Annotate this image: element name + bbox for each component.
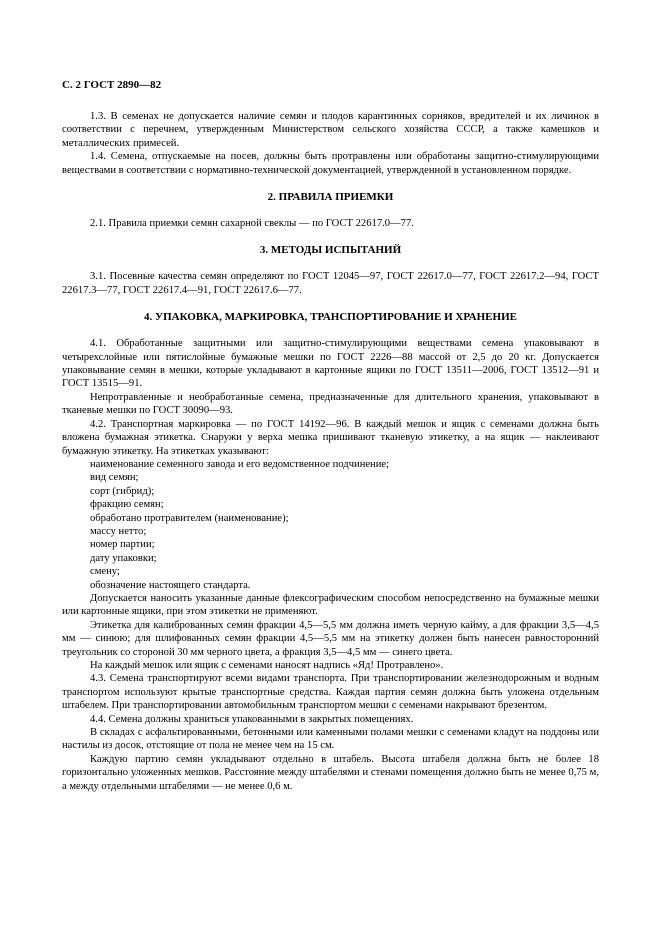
paragraph-4-2-flexo: Допускается наносить указанные данные флексографическим способом непосредственно на бумажные мешки или картонные ящики, при этом этикетки не применяют. (62, 592, 599, 618)
document-body (62, 110, 599, 793)
paragraph-4-2: 4.2. Транспортная маркировка — по ГОСТ 14192—96. В каждый мешок и ящик с семенами должна быть вложена бумажная этикетка. Снаружи у верха мешка пришивают тканевую этикетку, а на ящик — наклеивают бумажную этикетку. На этикетках указывают: (62, 418, 599, 457)
paragraph-4-4-floors: В складах с асфальтированными, бетонными или каменными полами мешки с семенами кладут на поддоны или настилы из досок, отстоящие от пола не менее чем на 15 см. (62, 727, 599, 752)
label-list-item: фракцию семян; (90, 499, 164, 511)
label-list-item: массу нетто; (90, 525, 147, 537)
label-list-item: номер партии; (90, 539, 155, 551)
paragraph-4-1-continued: Непротравленные и необработанные семена, предназначенные для длительного хранения, упаковывают в тканевые мешки по ГОСТ 30090—93. (62, 391, 599, 417)
paragraph-3-1: 3.1. Посевные качества семян определяют по ГОСТ 12045—97, ГОСТ 22617.0—77, ГОСТ 22617.2—94, ГОСТ 22617.3—77, ГОСТ 22617.4—91, ГОСТ 22617.6—77. (62, 271, 599, 296)
paragraph-4-3: 4.3. Семена транспортируют всеми видами транспорта. При транспортировании железнодорожным и водным транспортом используют крытые транспортные средства. Каждая партия семян должна быть уложена отдельным штабелем. При транспортировании автомобильным транспортом мешки с семенами накрывают брезентом. (62, 673, 599, 712)
label-list-item: наименование семенного завода и его ведомственное подчинение; (90, 458, 390, 470)
paragraph-2-1: 2.1. Правила приемки семян сахарной свеклы — по ГОСТ 22617.0—77. (90, 218, 414, 230)
section-heading-2: 2. ПРАВИЛА ПРИЕМКИ (267, 191, 394, 204)
label-list-item: сорт (гибрид); (90, 485, 155, 497)
paragraph-1-3: 1.3. В семенах не допускается наличие семян и плодов карантинных сорняков, вредителей и их личинок в соответствии с перечнем, утвержденным Министерством сельского хозяйства СССР, а также камешков и металлических примесей. (62, 111, 599, 149)
label-list-item: дату упаковки; (90, 552, 157, 564)
page-header: С. 2 ГОСТ 2890—82 (62, 79, 162, 91)
paragraph-4-2-label-colors: Этикетка для калиброванных семян фракции 4,5—5,5 мм должна иметь черную кайму, а для фракции 3,5—4,5 мм — синюю; для шлифованных семян фракции 4,5—5,5 мм на этикетку должен быть нанесен равносторонний треугольник со стороной 30 мм черного цвета, а фракция 3,5—4,5 мм — синего цвета. (62, 619, 599, 658)
paragraph-4-4-stacks: Каждую партию семян укладывают отдельно в штабель. Высота штабеля должна быть не более 18 горизонтально уложенных мешков. Расстояние между штабелями и стенами помещения должно быть не менее 0,75 м, а между отдельными штабелями — не менее 0,6 м. (62, 753, 599, 792)
label-list-item: обозначение настоящего стандарта. (90, 579, 251, 591)
paragraph-1-4: 1.4. Семена, отпускаемые на посев, должны быть протравлены или обработаны защитно-стимулирующими веществами в соответствии с нормативно-технической документацией, утвержденной в установленном порядке. (62, 151, 599, 176)
paragraph-4-1: 4.1. Обработанные защитными или защитно-стимулирующими веществами семена упаковывают в четырехслойные или пятислойные бумажные мешки по ГОСТ 2226—88 массой от 2,5 до 20 кг. Допускается упаковывание семян в мешки, которые укладывают в картонные ящики по ГОСТ 13511—2006, ГОСТ 13512—91 и ГОСТ 13515—91. (62, 338, 599, 390)
section-heading-4: 4. УПАКОВКА, МАРКИРОВКА, ТРАНСПОРТИРОВАНИЕ И ХРАНЕНИЕ (144, 311, 517, 324)
label-list-item: вид семян; (90, 472, 139, 484)
paragraph-4-4: 4.4. Семена должны храниться упакованными в закрытых помещениях. (90, 713, 414, 725)
section-heading-3: 3. МЕТОДЫ ИСПЫТАНИЙ (259, 244, 402, 257)
paragraph-4-2-poison-mark: На каждый мешок или ящик с семенами наносят надпись «Яд! Протравлено». (90, 660, 444, 671)
label-list-item: смену; (90, 566, 120, 578)
label-list-item: обработано протравителем (наименование); (90, 512, 289, 524)
